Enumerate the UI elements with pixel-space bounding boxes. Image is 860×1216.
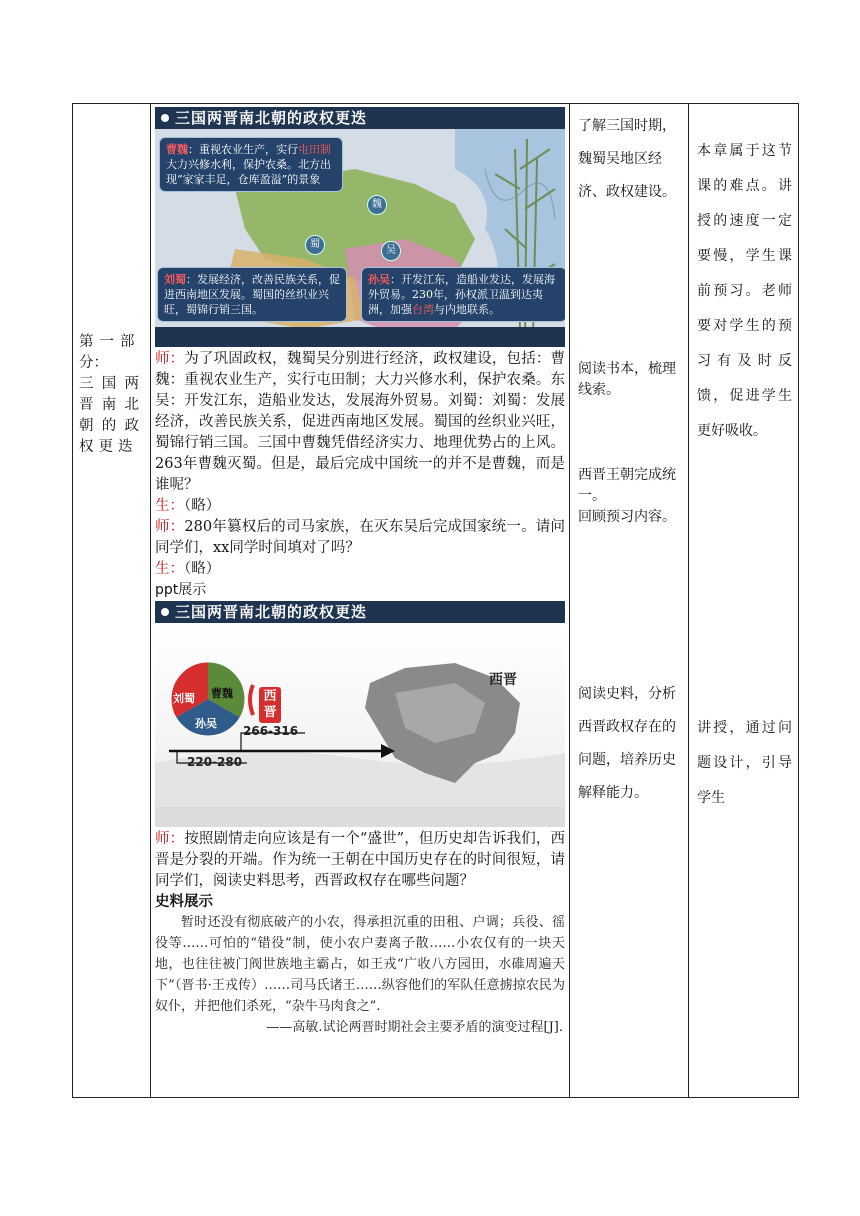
map-title-xijin: 西晋 — [489, 672, 517, 688]
content-cell — [151, 104, 570, 1098]
section-label-line3: 三国两晋南北朝的政权更迭 — [79, 376, 144, 455]
lesson-plan-table — [72, 103, 799, 1098]
slide-banner-2: 三国两晋南北朝的政权更迭 — [155, 601, 565, 623]
aim-5: 阅读史料，分析西晋政权存在的问题，培养历史解释能力。 — [578, 686, 676, 801]
notes-cell — [689, 104, 799, 1098]
xijin-tag: 西晋 — [259, 687, 281, 723]
teacher-dialogue-1: 师：为了巩固政权，魏蜀吴分别进行经济，政权建设，包括：曹魏：重视农业生产，实行屯田制；大力兴修水利，保护农桑。东吴：开发江东，造船业发达，发展海外贸易。刘蜀：刘蜀：发展经济，改善民族关系，促进西南地区发展。蜀国的丝织业兴旺，蜀锦行销三国。三国中曹魏凭借经济实力、地理优势占的上风。263年曹魏灭蜀。但是，最后完成中国统一的并不是曹魏，而是谁呢？ — [155, 351, 565, 493]
western-jin-timeline-slide — [155, 623, 565, 827]
sunwu-info-box: 孙吴：开发江东，造船业发达，发展海外贸易。230年，孙权派卫温到达夷洲，加强台湾与内地联系。 — [361, 267, 565, 322]
caowei-info-box: 曹魏：重视农业生产，实行屯田制大力兴修水利，保护农桑。北方出现“家家丰足，仓库盈溢”的景象 — [159, 137, 343, 192]
teaching-note-1: 本章属于这节课的难点。讲授的速度一定要慢，学生课前预习。老师要对学生的预习有及时反馈，促进学生更好吸收。 — [697, 143, 792, 439]
range-label-2: 266-316 — [243, 724, 299, 738]
pie-label-liushu: 刘蜀 — [173, 692, 195, 705]
student-reply-2: 生：（略） — [155, 561, 221, 577]
bullet-dot-icon — [161, 114, 169, 122]
aim-2: 阅读书本，梳理线索。 — [578, 361, 676, 398]
source-quote: 暂时还没有彻底破产的小农，得承担沉重的田租、户调；兵役、徭役等……可怕的“错役”制，使小农户妻离子散……小农仅有的一块天地，也往往被门阀世族地主霸占，如王戎“广收八方园田，水碓周遍天下”（晋书·王戎传）……司马氏诸王……纵容他们的军队任意掳掠农民为奴仆，并把他们杀死，“杂牛马肉食之”. — [155, 915, 565, 1014]
aims-cell — [570, 104, 689, 1098]
aim-4: 回顾预习内容。 — [578, 509, 676, 525]
liushu-info-box: 刘蜀：发展经济，改善民族关系，促进西南地区发展。蜀国的丝织业兴旺，蜀锦行销三国。 — [157, 267, 347, 322]
range-label-1: 220-280 — [187, 755, 243, 769]
pie-label-sunwu: 孙吴 — [195, 717, 217, 730]
section-cell — [73, 104, 151, 1098]
aim-1: 了解三国时期，魏蜀吴地区经济、政权建设。 — [578, 118, 676, 200]
section-label-line1: 第一部 — [79, 334, 141, 350]
slide-banner-1: 三国两晋南北朝的政权更迭 — [155, 107, 565, 129]
wei-badge: 魏 — [367, 195, 387, 215]
bullet-dot-icon — [161, 608, 169, 616]
source-heading: 史料展示 — [155, 894, 213, 910]
source-citation: ——高敏.试论两晋时期社会主要矛盾的演变过程[J]. — [266, 1020, 563, 1035]
section-label-line2: 分： — [79, 355, 108, 371]
wu-badge: 吴 — [381, 241, 401, 261]
aim-3: 西晋王朝完成统一。 — [578, 467, 676, 504]
shu-badge: 蜀 — [305, 235, 325, 255]
student-reply-1: 生：（略） — [155, 498, 221, 514]
teacher-dialogue-3: 师：按照剧情走向应该是有一个“盛世”，但历史却告诉我们，西晋是分裂的开端。作为统一王朝在中国历史存在的时间很短，请同学们，阅读史料思考，西晋政权存在哪些问题？ — [155, 831, 565, 889]
ppt-show-label: ppt展示 — [155, 582, 207, 598]
three-kingdoms-map-slide — [155, 129, 565, 347]
teaching-note-2: 讲授，通过问题设计，引导学生 — [697, 720, 792, 806]
teacher-dialogue-2: 师：280年篡权后的司马家族，在灭东吴后完成国家统一。请问同学们，xx同学时间填对了吗？ — [155, 519, 565, 556]
pie-label-caowei: 曹魏 — [211, 687, 233, 700]
